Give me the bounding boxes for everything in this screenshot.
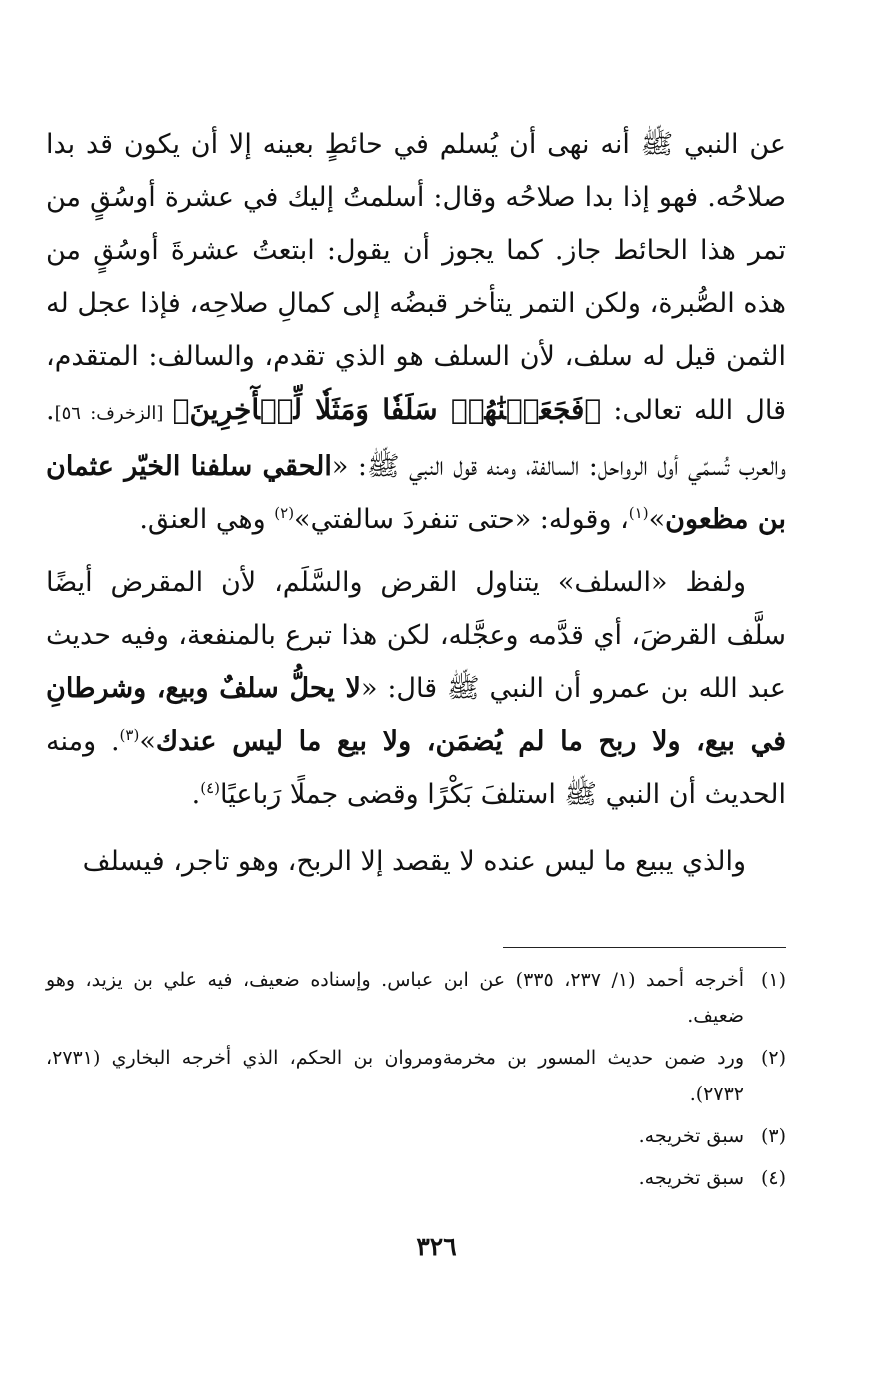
paragraph-1	[46, 118, 786, 546]
page-number: ٣٢٦	[416, 1232, 457, 1261]
footnote-text: سبق تخريجه.	[638, 1125, 744, 1147]
footnote-2	[46, 1040, 786, 1112]
footnote-number: (٣)	[760, 1125, 786, 1147]
footnote-ref-2[interactable]: (٢)	[274, 504, 295, 522]
hadith-quote-1: الحقي سلفنا الخيّر عثمان بن مظعون	[46, 451, 786, 535]
p1-text-b: . والعرب تُسمّي أول الرواحل: السالفة، ومنه قول النبي ﷺ: «	[46, 395, 786, 482]
footnote-4	[46, 1160, 786, 1196]
footnote-divider	[503, 947, 786, 948]
footnotes	[46, 962, 786, 1202]
p1-text-e: وهي العنق.	[139, 504, 275, 535]
hadith-quote-2: لا يحلُّ سلفٌ وبيع، وشرطانِ في بيع، ولا ربح ما لم يُضمَن، ولا بيع ما ليس عندك	[46, 673, 786, 757]
p2-text-a: ولفظ «السلف» يتناول القرض والسَّلَم، لأن المقرض أيضًا سلَّف القرضَ، أي قدَّمه وعجَّله، لكن هذا تبرع بالمنفعة، وفيه حديث عبد الله بن عمرو أن النبي ﷺ قال: «	[46, 567, 787, 704]
quran-verse: ﴿فَجَعَلۡنَٰهُمۡ سَلَفٗا وَمَثَلٗا لِّلۡأٓخِرِينَ﴾	[172, 393, 602, 426]
footnote-text: أخرجه أحمد (١/ ٢٣٧، ٣٣٥) عن ابن عباس. وإسناده ضعيف، فيه علي بن يزيد، وهو ضعيف.	[46, 969, 744, 1027]
footnote-number: (٤)	[760, 1167, 786, 1189]
p2-text-c: »	[139, 726, 156, 757]
footnote-ref-1[interactable]: (١)	[628, 504, 649, 522]
p1-text-d: ، وقوله: «حتى تنفردَ سالفتي»	[294, 504, 629, 535]
footnote-3	[46, 1118, 786, 1154]
footnote-ref-4[interactable]: (٤)	[200, 779, 220, 797]
p2-text-e: .	[191, 779, 201, 810]
footnote-text: سبق تخريجه.	[638, 1167, 744, 1189]
p1-text-a: عن النبي ﷺ أنه نهى أن يُسلم في حائطٍ بعينه إلا أن يكون قد بدا صلاحُه. فهو إذا بدا صلاحُه وقال: أسلمتُ إليك في عشرة أوسُقٍ من تمر هذا الحائط جاز. كما يجوز أن يقول: ابتعتُ عشرةَ أوسُقٍ من هذه الصُّبرة، ولكن التمر يتأخر قبضُه إلى كمالِ صلاحِه، فإذا عجل له الثمن قيل له سلف، لأن السلف هو الذي تقدم، والسالف: المتقدم، قال الله تعالى:	[46, 129, 787, 426]
paragraph-2	[46, 556, 786, 821]
footnote-number: (٢)	[760, 1047, 786, 1069]
footnote-1	[46, 962, 786, 1034]
p2-text-d: . ومنه الحديث أن النبي ﷺ استلفَ بَكْرًا وقضى جملًا رَباعيًا	[46, 726, 786, 810]
quran-reference: [الزخرف: ٥٦]	[54, 403, 173, 424]
p3-text: والذي يبيع ما ليس عنده لا يقصد إلا الربح، وهو تاجر، فيسلف	[82, 846, 746, 877]
footnote-ref-3[interactable]: (٣)	[119, 726, 140, 744]
paragraph-3	[46, 835, 786, 888]
footnote-number: (١)	[760, 969, 786, 991]
footnote-text: ورد ضمن حديث المسور بن مخرمةومروان بن الحكم، الذي أخرجه البخاري (٢٧٣١، ٢٧٣٢).	[46, 1047, 744, 1105]
page-body	[46, 118, 786, 888]
p1-text-c: »	[648, 504, 666, 535]
